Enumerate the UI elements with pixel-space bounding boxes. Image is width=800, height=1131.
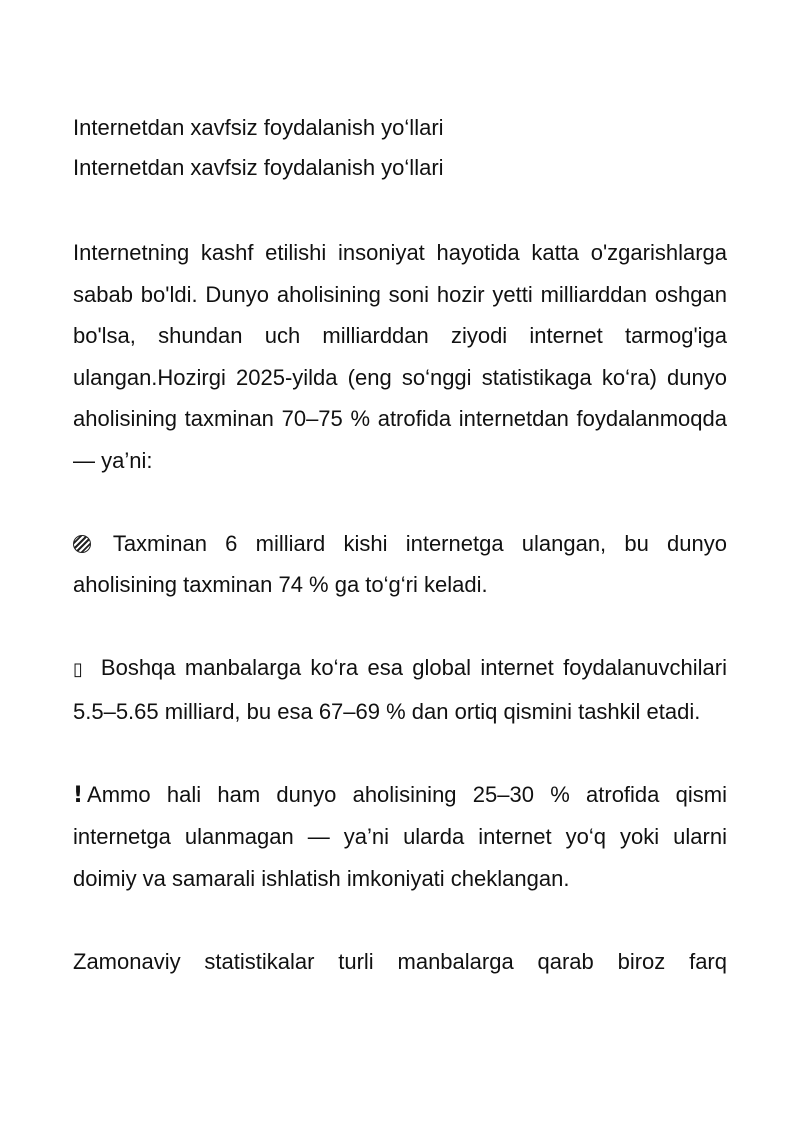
paragraph-gap: [73, 606, 727, 648]
intro-paragraph-text: Internetning kashf etilishi insoniyat hayotida katta o'zgarishlarga sabab bo'ldi. Dunyo aholisining soni hozir yetti milliarddan oshgan bo'lsa, shundan uch milliarddan ziyodi internet tarmog'iga ulangan.Hozirgi 2025-yilda (eng so‘nggi statistikaga ko‘ra) dunyo aholisining taxminan 70–75 % atrofida internetdan foydalanmoqda — ya’ni:: [73, 240, 727, 473]
sources-paragraph: [73, 647, 727, 732]
document-page: [73, 108, 727, 982]
sources-paragraph-text: Boshqa manbalarga ko‘ra esa global internet foydalanuvchilari 5.5–5.65 milliard, bu esa 67–69 % dan ortiq qismini tashkil etadi.: [73, 655, 727, 724]
statistics-paragraph-text: Zamonaviy statistikalar turli manbalarga qarab biroz farq: [73, 948, 727, 974]
globe-icon: [73, 535, 91, 553]
population-paragraph-text: Taxminan 6 milliard kishi internetga ulangan, bu dunyo aholisining taxminan 74 % ga to‘g‘ri keladi.: [73, 530, 727, 597]
document-title: Internetdan xavfsiz foydalanish yo‘llari: [73, 115, 444, 140]
unconnected-paragraph-text: Ammo hali ham dunyo aholisining 25–30 % atrofida qismi internetga ulanmagan — ya’ni ularda internet yo‘q yoki ularni doimiy va samarali ishlatish imkoniyati cheklangan.: [73, 781, 727, 891]
unconnected-paragraph: [73, 774, 727, 900]
paragraph-gap: [73, 732, 727, 774]
missing-glyph-icon: ▯: [73, 659, 83, 680]
intro-paragraph: [73, 232, 727, 481]
population-paragraph: [73, 523, 727, 606]
paragraph-gap: [73, 481, 727, 523]
statistics-paragraph: [73, 941, 727, 983]
paragraph-gap: [73, 188, 727, 232]
paragraph-gap: [73, 899, 727, 941]
exclamation-icon: !: [73, 782, 84, 808]
document-title-repeat: Internetdan xavfsiz foydalanish yo‘llari: [73, 155, 444, 180]
